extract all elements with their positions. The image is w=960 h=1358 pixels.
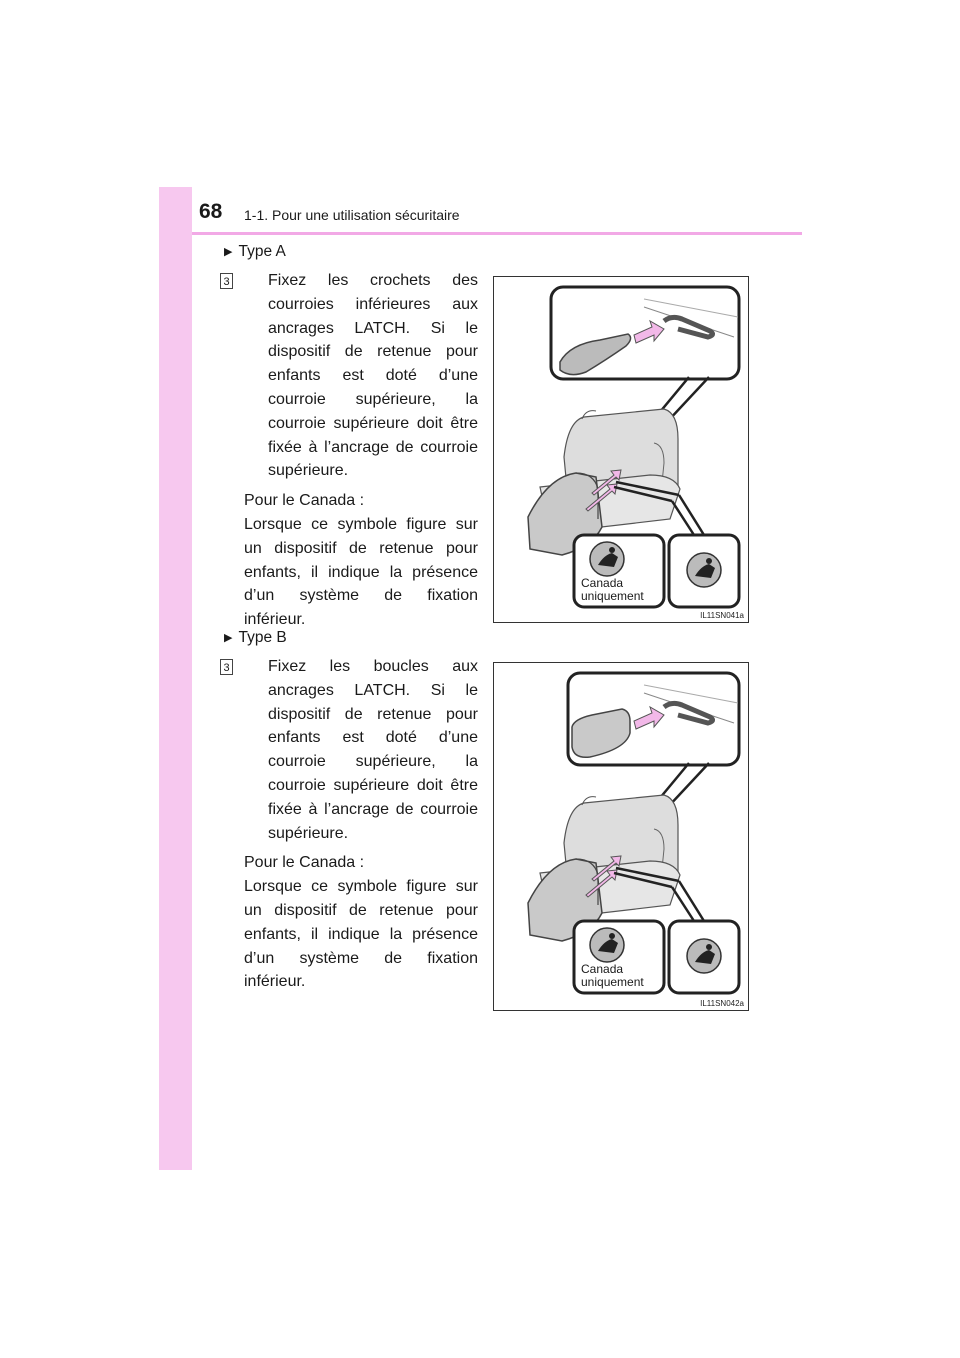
type-b-label: Type B [238,629,287,646]
canada-only-label: Canada uniquement [581,962,644,989]
figure-code: IL11SN042a [700,999,744,1008]
type-b-canada-text: Lorsque ce symbole figure sur un dispositif de retenue pour enfants, il indique la présence d’un système de fixation inférieur. [244,878,478,991]
latch-illustration [494,663,748,1010]
type-b-heading [224,629,287,648]
step-badge: 3 [220,273,233,289]
type-a-heading [224,243,286,262]
type-a-label: Type A [238,243,286,260]
type-b-instruction: Fixez les boucles aux ancrages LATCH. Si le dispositif de retenue pour enfants est doté d’une courroie supérieure, la courroie supérieure doit être fixée à l’ancrage de courroie supérieure. [268,658,478,842]
header-rule [192,232,802,235]
sidebar-tab [159,187,192,1170]
type-a-canada-title: Pour le Canada : [244,492,365,510]
type-b-canada-title: Pour le Canada : [244,854,365,872]
type-a-instruction: Fixez les crochets des courroies inférieures aux ancrages LATCH. Si le dispositif de retenue pour enfants est doté d’une courroie supérieure, la courroie supérieure doit être fixée à l’ancrage de courroie supérieure. [268,272,478,480]
latch-illustration [494,277,748,622]
type-a-canada-text: Lorsque ce symbole figure sur un dispositif de retenue pour enfants, il indique la présence d’un système de fixation inférieur. [244,515,478,629]
step-badge: 3 [220,659,233,675]
triangle-right-icon: ▶ [224,632,233,644]
canada-only-label: Canada uniquement [581,576,644,603]
triangle-right-icon: ▶ [224,246,233,258]
figure-type-b [493,662,749,1011]
figure-type-a [493,276,749,623]
figure-code: IL11SN041a [700,611,744,620]
page-number: 68 [199,200,223,223]
type-b-text [244,655,478,994]
type-a-text [244,269,478,632]
section-title: 1-1. Pour une utilisation sécuritaire [244,207,460,223]
